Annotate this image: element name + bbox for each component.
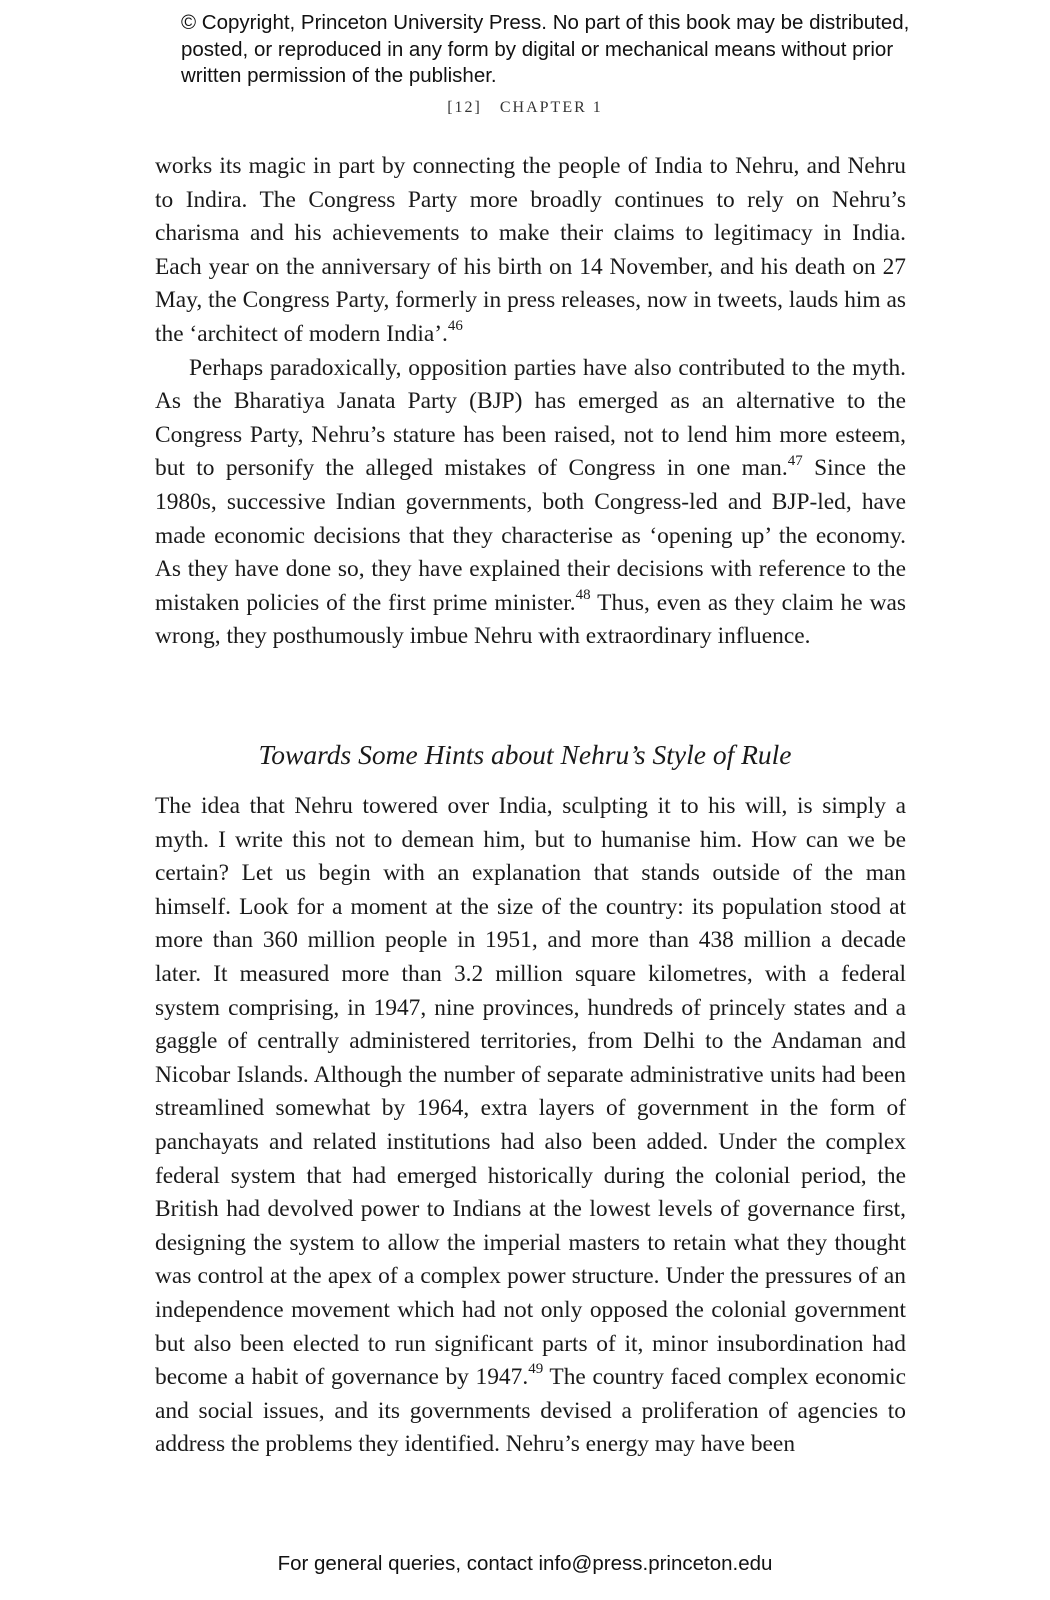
- paragraph-1: [155, 150, 906, 352]
- paragraph-2: [155, 352, 906, 654]
- footnote-ref-48: 48: [575, 586, 591, 603]
- section-heading: Towards Some Hints about Nehru’s Style of Rule: [258, 739, 792, 770]
- paragraph-2-text-a: Perhaps paradoxically, opposition parties have also contributed to the myth. As the Bharatiya Janata Party (BJP) has emerged as an alternative to the Congress Party, Nehru’s stature has been raised, not to lend him more esteem, but to personify the alleged mistakes of Congress in one man.: [155, 354, 906, 482]
- paragraph-3-text-a: The idea that Nehru towered over India, sculpting it to his will, is simply a myth. I write this not to demean him, but to humanise him. How can we be certain? Let us begin with an explanation that stands outside of the man himself. Look for a moment at the size of the country: its population stood at more than 360 million people in 1951, and more than 438 million a decade later. It measured more than 3.2 million square kilometres, with a federal system comprising, in 1947, nine provinces, hundreds of princely states and a gaggle of centrally administered territories, from Delhi to the Andaman and Nicobar Islands. Although the number of separate administrative units had been streamlined somewhat by 1964, extra layers of government in the form of panchayats and related institutions had also been added. Under the complex federal system that had emerged historically during the colonial period, the British had devolved power to Indians at the lowest levels of governance first, designing the system to allow the imperial masters to retain what they thought was control at the apex of a complex power structure. Under the pressures of an independence movement which had not only opposed the colonial government but also been elected to run significant parts of it, minor insubordination had become a habit of governance by 1947.: [155, 793, 906, 1391]
- body-text-lower: [155, 790, 906, 1462]
- body-text-upper: [155, 150, 906, 654]
- footnote-ref-46: 46: [447, 318, 463, 335]
- paragraph-3-text-b: The country faced complex economic and social issues, and its governments devised a proliferation of agencies to address the problems they identified. Nehru’s energy may have been: [155, 1364, 907, 1458]
- chapter-label: CHAPTER 1: [499, 99, 603, 116]
- footnote-ref-49: 49: [528, 1361, 544, 1378]
- footer-contact: For general queries, contact info@press.princeton.edu: [277, 1552, 773, 1575]
- paragraph-2-text-c: Thus, even as they claim he was wrong, they posthumously imbue Nehru with extraordinary influence.: [155, 589, 906, 650]
- copyright-notice: © Copyright, Princeton University Press. No part of this book may be distributed, posted, or reproduced in any form by digital or mechanical means without prior written permission of the publisher.: [181, 11, 910, 87]
- page-number: [12]: [447, 99, 482, 116]
- running-head: [0, 99, 1050, 117]
- paragraph-2-text-b: Since the 1980s, successive Indian governments, both Congress-led and BJP-led, have made economic decisions that they characterise as ‘opening up’ the economy. As they have done so, they have explained their decisions with reference to the mistaken policies of the first prime minister.: [155, 455, 906, 616]
- paragraph-3: [155, 790, 906, 1462]
- footnote-ref-47: 47: [787, 452, 803, 469]
- paragraph-1-text: works its magic in part by connecting the people of India to Nehru, and Nehru to Indira. The Congress Party more broadly continues to rely on Nehru’s charisma and his achievements to make their claims to legitimacy in India. Each year on the anniversary of his birth on 14 November, and his death on 27 May, the Congress Party, formerly in press releases, now in tweets, lauds him as the ‘architect of modern India’.: [155, 153, 906, 347]
